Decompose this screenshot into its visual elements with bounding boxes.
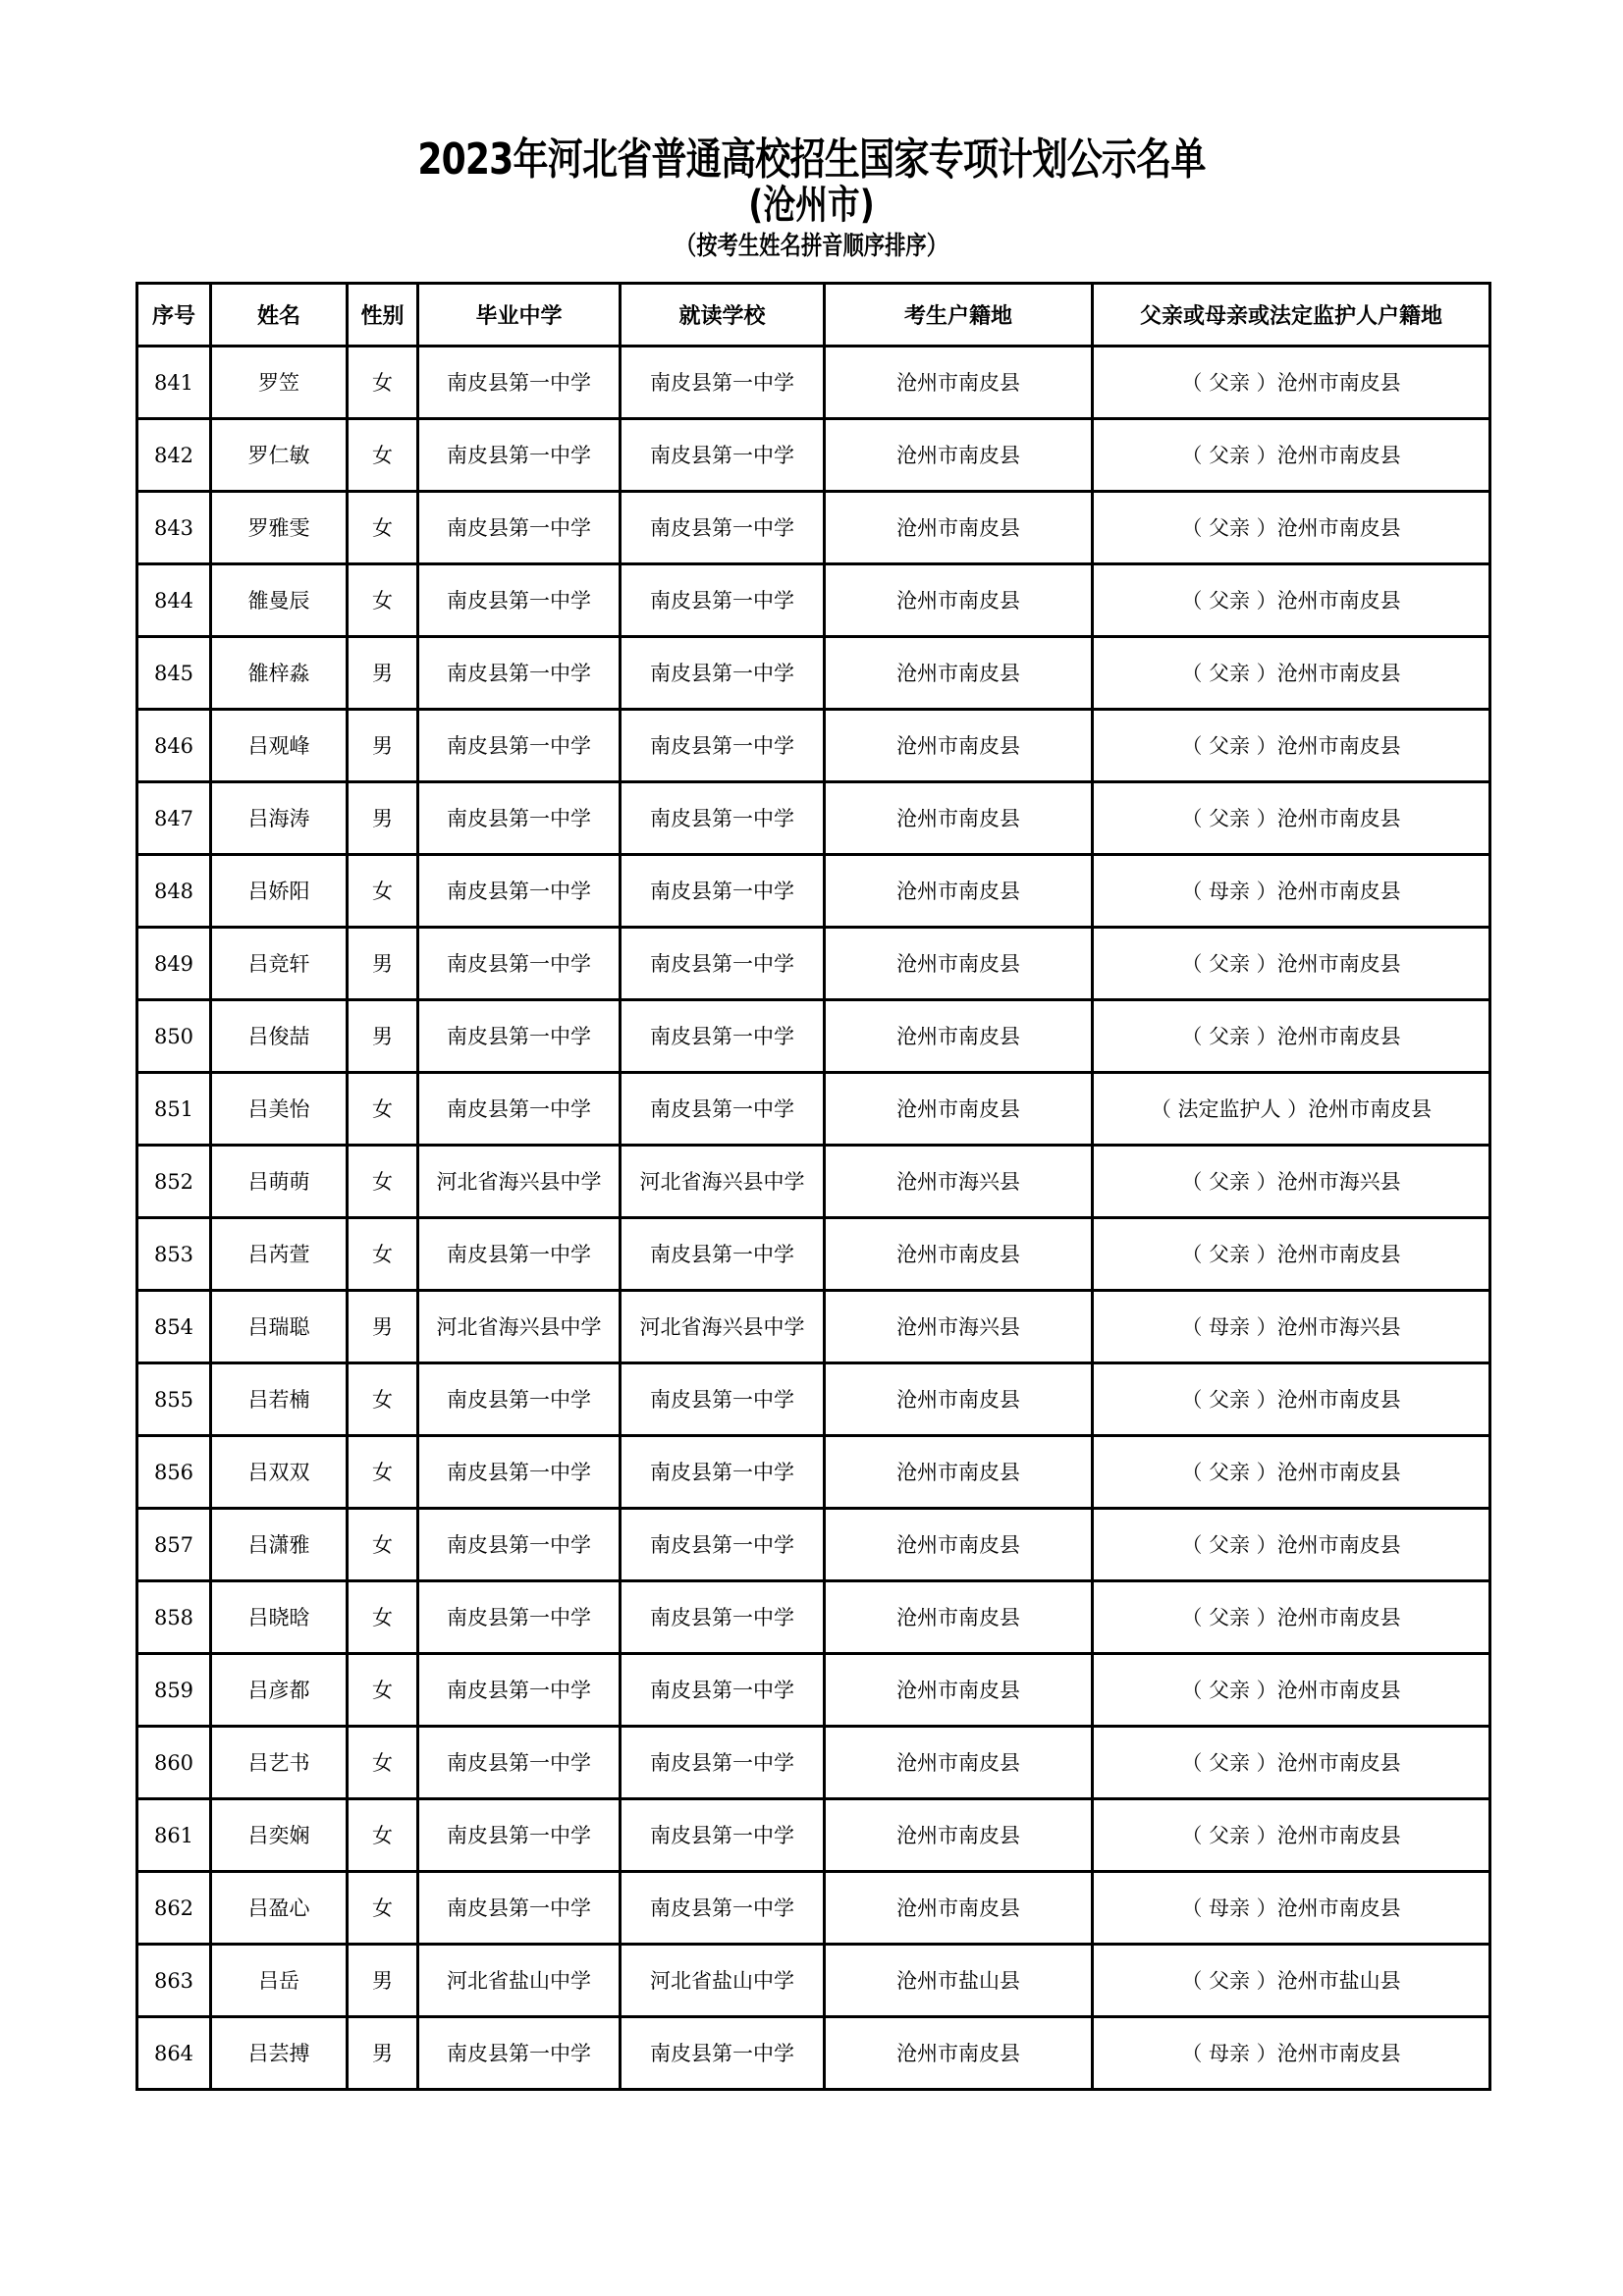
cell-grad-school: 南皮县第一中学 [418,1654,621,1727]
cell-guardian-hukou: （ 母亲 ）沧州市海兴县 [1093,1291,1490,1363]
cell-current-school: 河北省海兴县中学 [621,1146,825,1218]
document-title: 2023年河北省普通高校招生国家专项计划公示名单 [417,134,1206,185]
table-row [137,1872,1490,1945]
table-row [137,710,1490,782]
table-row [137,1218,1490,1291]
cell-current-school: 南皮县第一中学 [621,637,825,710]
cell-name: 吕岳 [211,1945,348,2017]
cell-name: 吕奕娴 [211,1799,348,1872]
cell-current-school: 南皮县第一中学 [621,855,825,928]
cell-hukou: 沧州市南皮县 [825,637,1093,710]
cell-hukou: 沧州市南皮县 [825,1363,1093,1436]
cell-current-school: 南皮县第一中学 [621,347,825,419]
cell-no: 855 [137,1363,211,1436]
cell-hukou: 沧州市海兴县 [825,1146,1093,1218]
cell-gender: 女 [348,1872,418,1945]
cell-name: 雒曼辰 [211,564,348,637]
cell-hukou: 沧州市南皮县 [825,2017,1093,2090]
table-row [137,1000,1490,1073]
cell-gender: 女 [348,1654,418,1727]
cell-gender: 女 [348,1581,418,1654]
column-header-no: 序号 [137,284,211,347]
cell-gender: 女 [348,347,418,419]
document-subtitle-city: (沧州市) [748,183,875,228]
cell-name: 吕俊喆 [211,1000,348,1073]
cell-name: 吕芸搏 [211,2017,348,2090]
cell-no: 862 [137,1872,211,1945]
table-row [137,1581,1490,1654]
table-row [137,1654,1490,1727]
cell-gender: 男 [348,637,418,710]
table-row [137,2017,1490,2090]
roster-body [137,347,1490,2090]
cell-current-school: 南皮县第一中学 [621,1872,825,1945]
cell-hukou: 沧州市南皮县 [825,782,1093,855]
cell-no: 854 [137,1291,211,1363]
cell-current-school: 南皮县第一中学 [621,782,825,855]
cell-current-school: 南皮县第一中学 [621,1218,825,1291]
cell-name: 吕艺书 [211,1727,348,1799]
cell-current-school: 河北省海兴县中学 [621,1291,825,1363]
cell-current-school: 南皮县第一中学 [621,1727,825,1799]
cell-grad-school: 河北省海兴县中学 [418,1146,621,1218]
cell-guardian-hukou: （ 父亲 ）沧州市南皮县 [1093,710,1490,782]
cell-name: 罗笠 [211,347,348,419]
cell-no: 844 [137,564,211,637]
cell-hukou: 沧州市南皮县 [825,928,1093,1000]
cell-gender: 男 [348,928,418,1000]
cell-no: 858 [137,1581,211,1654]
cell-gender: 男 [348,1000,418,1073]
cell-guardian-hukou: （ 父亲 ）沧州市南皮县 [1093,564,1490,637]
cell-name: 吕观峰 [211,710,348,782]
cell-current-school: 河北省盐山中学 [621,1945,825,2017]
cell-hukou: 沧州市南皮县 [825,347,1093,419]
cell-guardian-hukou: （ 父亲 ）沧州市南皮县 [1093,1436,1490,1509]
cell-current-school: 南皮县第一中学 [621,1581,825,1654]
cell-grad-school: 南皮县第一中学 [418,1000,621,1073]
table-header-row [137,284,1490,347]
table-row [137,492,1490,564]
cell-current-school: 南皮县第一中学 [621,564,825,637]
cell-current-school: 南皮县第一中学 [621,710,825,782]
table-row [137,928,1490,1000]
cell-current-school: 南皮县第一中学 [621,1799,825,1872]
table-row [137,1291,1490,1363]
cell-grad-school: 南皮县第一中学 [418,855,621,928]
cell-current-school: 南皮县第一中学 [621,1363,825,1436]
cell-no: 852 [137,1146,211,1218]
cell-guardian-hukou: （ 父亲 ）沧州市海兴县 [1093,1146,1490,1218]
cell-hukou: 沧州市南皮县 [825,1872,1093,1945]
cell-name: 吕竞轩 [211,928,348,1000]
cell-gender: 女 [348,1509,418,1581]
column-header-gender: 性别 [348,284,418,347]
cell-no: 841 [137,347,211,419]
cell-hukou: 沧州市南皮县 [825,1509,1093,1581]
column-header-hukou: 考生户籍地 [825,284,1093,347]
cell-hukou: 沧州市南皮县 [825,1799,1093,1872]
cell-guardian-hukou: （ 母亲 ）沧州市南皮县 [1093,855,1490,928]
cell-name: 吕双双 [211,1436,348,1509]
cell-hukou: 沧州市南皮县 [825,1000,1093,1073]
cell-no: 842 [137,419,211,492]
table-row [137,1727,1490,1799]
cell-name: 吕瑞聪 [211,1291,348,1363]
column-header-current-school: 就读学校 [621,284,825,347]
cell-grad-school: 南皮县第一中学 [418,419,621,492]
cell-no: 853 [137,1218,211,1291]
column-header-name: 姓名 [211,284,348,347]
cell-gender: 男 [348,1945,418,2017]
cell-hukou: 沧州市盐山县 [825,1945,1093,2017]
cell-gender: 女 [348,1363,418,1436]
cell-no: 864 [137,2017,211,2090]
cell-guardian-hukou: （ 母亲 ）沧州市南皮县 [1093,2017,1490,2090]
cell-grad-school: 南皮县第一中学 [418,1727,621,1799]
cell-guardian-hukou: （ 父亲 ）沧州市南皮县 [1093,1581,1490,1654]
cell-gender: 男 [348,2017,418,2090]
cell-name: 吕潇雅 [211,1509,348,1581]
cell-gender: 女 [348,419,418,492]
cell-no: 851 [137,1073,211,1146]
cell-hukou: 沧州市南皮县 [825,1727,1093,1799]
cell-hukou: 沧州市南皮县 [825,855,1093,928]
cell-name: 吕彦都 [211,1654,348,1727]
cell-guardian-hukou: （ 父亲 ）沧州市南皮县 [1093,1218,1490,1291]
cell-guardian-hukou: （ 父亲 ）沧州市南皮县 [1093,1654,1490,1727]
cell-guardian-hukou: （ 父亲 ）沧州市南皮县 [1093,1000,1490,1073]
cell-guardian-hukou: （ 父亲 ）沧州市南皮县 [1093,782,1490,855]
cell-current-school: 南皮县第一中学 [621,1000,825,1073]
cell-grad-school: 南皮县第一中学 [418,928,621,1000]
cell-no: 860 [137,1727,211,1799]
table-row [137,1073,1490,1146]
cell-gender: 女 [348,1146,418,1218]
cell-grad-school: 南皮县第一中学 [418,1581,621,1654]
cell-no: 857 [137,1509,211,1581]
cell-grad-school: 南皮县第一中学 [418,1436,621,1509]
cell-no: 843 [137,492,211,564]
cell-no: 856 [137,1436,211,1509]
cell-no: 863 [137,1945,211,2017]
cell-gender: 女 [348,564,418,637]
table-row [137,1146,1490,1218]
cell-gender: 女 [348,1073,418,1146]
cell-no: 847 [137,782,211,855]
cell-current-school: 南皮县第一中学 [621,2017,825,2090]
table-row [137,1799,1490,1872]
cell-name: 吕美怡 [211,1073,348,1146]
cell-no: 850 [137,1000,211,1073]
column-header-guardian-hukou: 父亲或母亲或法定监护人户籍地 [1093,284,1490,347]
cell-guardian-hukou: （ 父亲 ）沧州市南皮县 [1093,1509,1490,1581]
table-row [137,1945,1490,2017]
cell-guardian-hukou: （ 父亲 ）沧州市南皮县 [1093,637,1490,710]
cell-gender: 女 [348,1436,418,1509]
cell-guardian-hukou: （ 父亲 ）沧州市盐山县 [1093,1945,1490,2017]
table-row [137,347,1490,419]
cell-name: 吕晓晗 [211,1581,348,1654]
table-row [137,564,1490,637]
cell-guardian-hukou: （ 父亲 ）沧州市南皮县 [1093,419,1490,492]
cell-grad-school: 南皮县第一中学 [418,1509,621,1581]
table-row [137,1363,1490,1436]
cell-gender: 女 [348,1727,418,1799]
cell-name: 罗仁敏 [211,419,348,492]
cell-hukou: 沧州市海兴县 [825,1291,1093,1363]
cell-current-school: 南皮县第一中学 [621,928,825,1000]
cell-gender: 男 [348,710,418,782]
cell-gender: 女 [348,1218,418,1291]
cell-no: 849 [137,928,211,1000]
cell-grad-school: 南皮县第一中学 [418,637,621,710]
cell-hukou: 沧州市南皮县 [825,1436,1093,1509]
cell-name: 吕若楠 [211,1363,348,1436]
cell-guardian-hukou: （ 父亲 ）沧州市南皮县 [1093,1799,1490,1872]
cell-grad-school: 南皮县第一中学 [418,782,621,855]
cell-guardian-hukou: （ 父亲 ）沧州市南皮县 [1093,347,1490,419]
cell-grad-school: 河北省盐山中学 [418,1945,621,2017]
cell-no: 845 [137,637,211,710]
cell-name: 吕娇阳 [211,855,348,928]
table-row [137,782,1490,855]
cell-grad-school: 南皮县第一中学 [418,492,621,564]
cell-hukou: 沧州市南皮县 [825,564,1093,637]
cell-guardian-hukou: （ 父亲 ）沧州市南皮县 [1093,1727,1490,1799]
table-row [137,1509,1490,1581]
cell-grad-school: 南皮县第一中学 [418,1218,621,1291]
column-header-grad-school: 毕业中学 [418,284,621,347]
cell-hukou: 沧州市南皮县 [825,419,1093,492]
cell-name: 吕盈心 [211,1872,348,1945]
cell-hukou: 沧州市南皮县 [825,1581,1093,1654]
cell-hukou: 沧州市南皮县 [825,1218,1093,1291]
cell-hukou: 沧州市南皮县 [825,492,1093,564]
table-row [137,1436,1490,1509]
cell-current-school: 南皮县第一中学 [621,1654,825,1727]
roster-table [135,282,1491,2091]
cell-current-school: 南皮县第一中学 [621,419,825,492]
cell-name: 吕芮萱 [211,1218,348,1291]
sort-order-note: （按考生姓名拼音顺序排序） [675,232,948,261]
cell-no: 859 [137,1654,211,1727]
cell-guardian-hukou: （ 父亲 ）沧州市南皮县 [1093,928,1490,1000]
cell-current-school: 南皮县第一中学 [621,1509,825,1581]
cell-name: 雒梓淼 [211,637,348,710]
cell-hukou: 沧州市南皮县 [825,710,1093,782]
cell-guardian-hukou: （ 父亲 ）沧州市南皮县 [1093,492,1490,564]
cell-no: 848 [137,855,211,928]
cell-name: 吕萌萌 [211,1146,348,1218]
cell-name: 罗雅雯 [211,492,348,564]
cell-grad-school: 南皮县第一中学 [418,710,621,782]
cell-guardian-hukou: （ 母亲 ）沧州市南皮县 [1093,1872,1490,1945]
cell-grad-school: 南皮县第一中学 [418,1799,621,1872]
cell-gender: 女 [348,492,418,564]
cell-name: 吕海涛 [211,782,348,855]
cell-grad-school: 河北省海兴县中学 [418,1291,621,1363]
cell-gender: 女 [348,1799,418,1872]
cell-no: 861 [137,1799,211,1872]
cell-current-school: 南皮县第一中学 [621,1073,825,1146]
cell-no: 846 [137,710,211,782]
cell-grad-school: 南皮县第一中学 [418,564,621,637]
cell-grad-school: 南皮县第一中学 [418,1073,621,1146]
cell-current-school: 南皮县第一中学 [621,1436,825,1509]
cell-gender: 男 [348,782,418,855]
cell-current-school: 南皮县第一中学 [621,492,825,564]
table-row [137,637,1490,710]
cell-guardian-hukou: （ 父亲 ）沧州市南皮县 [1093,1363,1490,1436]
cell-hukou: 沧州市南皮县 [825,1654,1093,1727]
cell-gender: 男 [348,1291,418,1363]
cell-guardian-hukou: （ 法定监护人 ）沧州市南皮县 [1093,1073,1490,1146]
cell-gender: 女 [348,855,418,928]
cell-grad-school: 南皮县第一中学 [418,347,621,419]
table-row [137,419,1490,492]
cell-grad-school: 南皮县第一中学 [418,1363,621,1436]
cell-hukou: 沧州市南皮县 [825,1073,1093,1146]
cell-grad-school: 南皮县第一中学 [418,2017,621,2090]
table-row [137,855,1490,928]
cell-grad-school: 南皮县第一中学 [418,1872,621,1945]
